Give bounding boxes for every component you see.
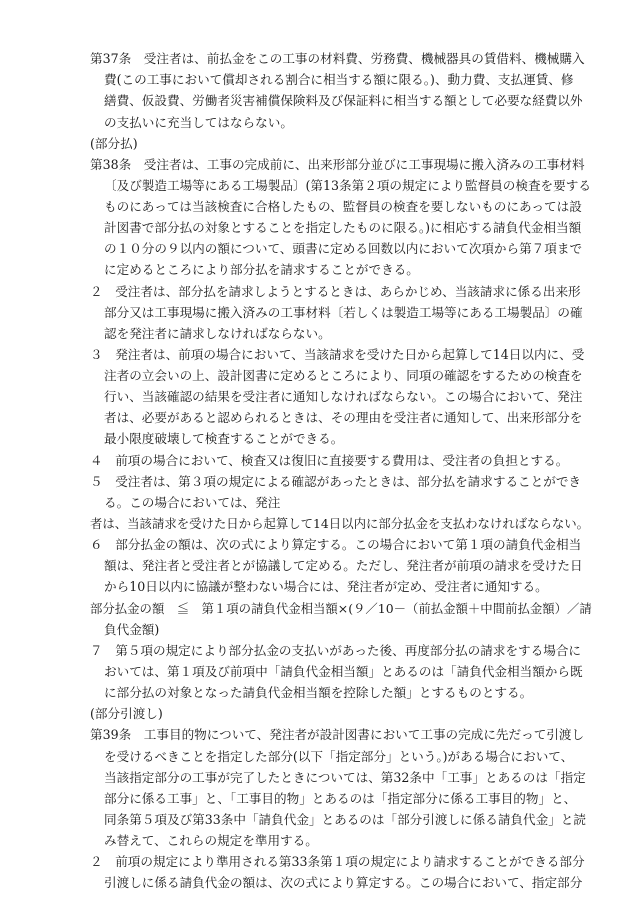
section-heading: (部分払) <box>90 136 138 151</box>
text-line: 繕費、仮設費、労働者災害補償保険料及び保証料に相当する額として必要な経費以外 <box>104 93 583 108</box>
text-line: ３ 発注者は、前項の場合において、当該請求を受けた日から起算して14日以内に、受 <box>90 347 585 362</box>
text-line: 認を発注者に請求しなければならない。 <box>104 326 331 341</box>
text-line: 〔及び製造工場等にある工場製品〕(第13条第２項の規定により監督員の検査を要する <box>104 178 591 193</box>
text-line: に部分払の対象となった請負代金相当額を控除した額」とするものとする。 <box>104 685 533 700</box>
text-line: 額は、発注者と受注者とが協議して定める。ただし、発注者が前項の請求を受けた日 <box>104 558 583 573</box>
text-line: 第39条 工事目的物について、発注者が設計図書において工事の完成に先だって引渡し <box>90 727 585 742</box>
text-line: 第37条 受注者は、前払金をこの工事の材料費、労務費、機械器具の賃借料、機械購入 <box>90 51 585 66</box>
text-line: 当該指定部分の工事が完了したときについては、第32条中「工事」とあるのは「指定 <box>104 770 586 785</box>
section-heading: (部分引渡し) <box>90 706 163 721</box>
text-line: 注者の立会いの上、設計図書に定めるところにより、同項の確認をするための検査を <box>104 368 583 383</box>
text-line: 引渡しに係る請負代金の額は、次の式により算定する。この場合において、指定部分 <box>104 875 583 890</box>
text-line: の支払いに充当してはならない。 <box>104 115 293 130</box>
text-line: 費(この工事において償却される割合に相当する額に限る。)、動力費、支払運賃、修 <box>104 72 574 87</box>
text-line: み替えて、これらの規定を準用する。 <box>104 833 318 848</box>
text-line: おいては、第１項及び前項中「請負代金相当額」とあるのは「請負代金相当額から既 <box>104 664 583 679</box>
text-line: を受けるべきことを指定した部分(以下「指定部分」という。)がある場合において、 <box>104 749 574 764</box>
text-line: 行い、当該確認の結果を受注者に通知しなければならない。この場合において、発注 <box>104 389 583 404</box>
text-line: る。この場合においては、発注 <box>104 495 281 510</box>
text-line: ものにあっては当該検査に合格したもの、監督員の検査を要しないものにあっては設 <box>104 199 582 214</box>
text-line: から10日以内に協議が整わない場合には、発注者が定め、受注者に通知する。 <box>104 579 548 594</box>
text-line: の１０分の９以内の額について、頭書に定める回数以内において次項から第７項まで <box>104 241 583 256</box>
text-line: 者は、当該請求を受けた日から起算して14日以内に部分払金を支払わなければならない。 <box>90 516 590 531</box>
text-line: 部分又は工事現場に搬入済みの工事材料〔若しくは製造工場等にある工場製品〕の確 <box>104 305 583 320</box>
text-line: ６ 部分払金の額は、次の式により算定する。この場合において第１項の請負代金相当 <box>90 537 582 552</box>
text-line: 者は、必要があると認められるときは、その理由を受注者に通知して、出来形部分を <box>104 410 583 425</box>
text-line: 同条第５項及び第33条中「請負代金」とあるのは「部分引渡しに係る請負代金」と読 <box>104 812 586 827</box>
text-line: ２ 前項の規定により準用される第33条第１項の規定により請求することができる部分 <box>90 854 585 869</box>
text-line: 部分に係る工事」と、「工事目的物」とあるのは「指定部分に係る工事目的物」と、 <box>104 791 577 806</box>
formula-line: 部分払金の額 ≦ 第１項の請負代金相当額×(９／10－（前払金額＋中間前払金額）／請 <box>90 601 592 616</box>
text-line: に定めるところにより部分払を請求することができる。 <box>104 262 419 277</box>
text-line: 最小限度破壊して検査することができる。 <box>104 431 344 446</box>
text-line: ４ 前項の場合において、検査又は復旧に直接要する費用は、受注者の負担とする。 <box>90 453 569 468</box>
text-line: ５ 受注者は、第３項の規定による確認があったときは、部分払を請求することができ <box>90 474 582 489</box>
text-line: 第38条 受注者は、工事の完成前に、出来形部分並びに工事現場に搬入済みの工事材料 <box>90 157 585 172</box>
formula-line: 負代金額) <box>104 622 160 637</box>
text-line: ７ 第５項の規定により部分払金の支払いがあった後、再度部分払の請求をする場合に <box>90 643 582 658</box>
text-line: 計図書で部分払の対象とすることを指定したものに限る。)に相応する請負代金相当額 <box>104 220 582 235</box>
text-line: ２ 受注者は、部分払を請求しようとするときは、あらかじめ、当該請求に係る出来形 <box>90 284 581 299</box>
